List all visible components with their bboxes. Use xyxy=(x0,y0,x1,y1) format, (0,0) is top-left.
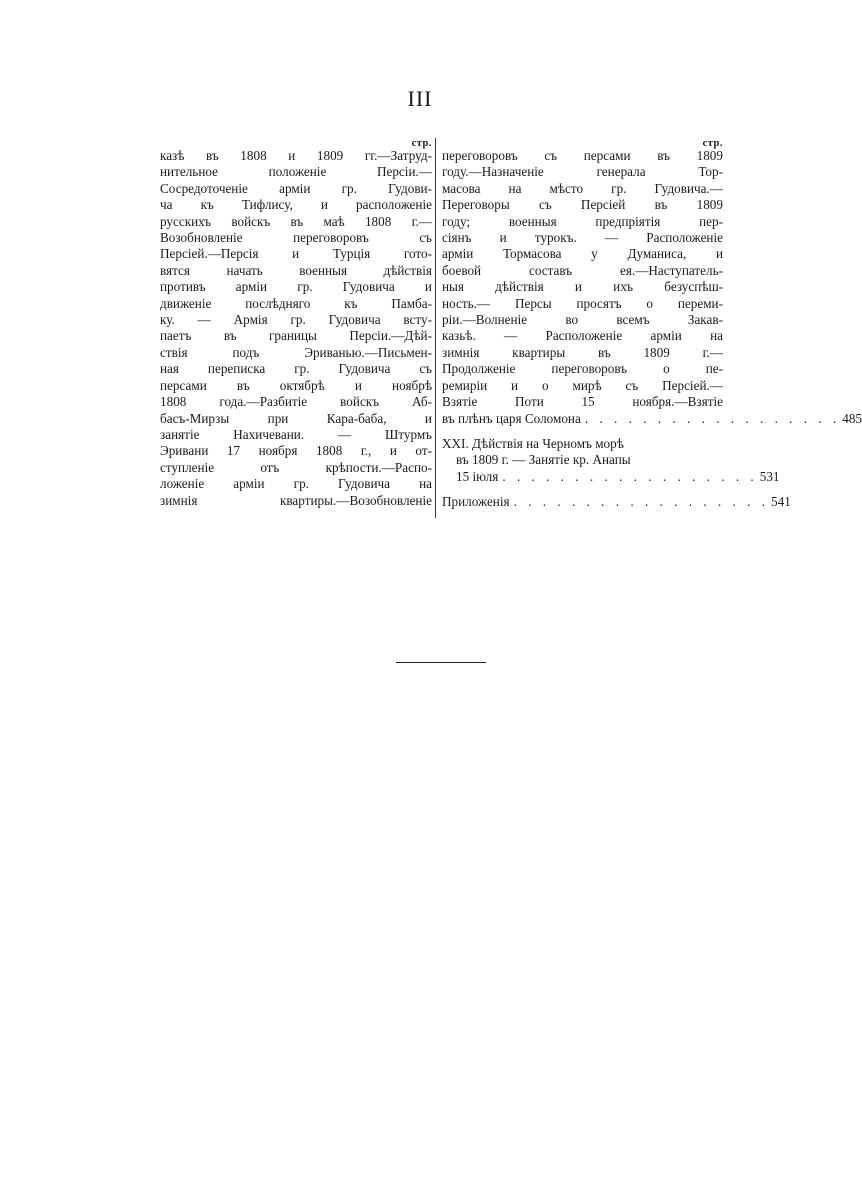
text-line: боевой составъ ея.—Наступатель- xyxy=(442,262,723,278)
toc-right-column xyxy=(442,138,862,511)
text-line: ложеніе арміи гр. Гудовича на xyxy=(160,476,432,492)
toc-entry-chapter-xxi xyxy=(442,435,780,485)
text-line: ная переписка гр. Гудовича съ xyxy=(160,361,432,377)
text-line: ку. — Армія гр. Гудовича всту- xyxy=(160,312,432,328)
text-line: 1808 года.—Разбитіе войскъ Аб- xyxy=(160,394,432,410)
page-number: III xyxy=(407,86,433,111)
text-line: казьѣ. — Расположеніе арміи на xyxy=(442,328,723,344)
text-line: зимнія квартиры.—Возобновленіе xyxy=(160,492,432,508)
text-line: зимнія квартиры въ 1809 г.— xyxy=(442,344,723,360)
text-line: персами въ октябрѣ и ноябрѣ xyxy=(160,377,432,393)
left-text-block xyxy=(160,148,432,509)
entry-page: 485 xyxy=(842,410,862,426)
text-line: сіянъ и турокъ. — Расположеніе xyxy=(442,230,723,246)
leader-dots: . . . . . . . . . . . . . . . . . . xyxy=(513,494,769,510)
text-line: ступленіе отъ крѣпости.—Распо- xyxy=(160,459,432,475)
text-line: русскихъ войскъ въ маѣ 1808 г.— xyxy=(160,213,432,229)
toc-entry-appendix xyxy=(442,494,791,510)
right-text-block xyxy=(442,148,723,394)
page-column-header: стр. xyxy=(702,138,723,149)
text-line: противъ арміи гр. Гудовича и xyxy=(160,279,432,295)
toc-left-column xyxy=(160,138,432,509)
text-line: Персіей.—Персія и Турція гото- xyxy=(160,246,432,262)
entry-title-line: въ 1809 г. — Занятіе кр. Анапы xyxy=(456,452,631,468)
column-divider xyxy=(435,138,436,518)
entry-last-line xyxy=(442,494,791,510)
text-line: Сосредоточеніе арміи гр. Гудови- xyxy=(160,180,432,196)
text-line: Переговоры съ Персіей въ 1809 xyxy=(442,197,723,213)
text-line: Эривани 17 ноября 1808 г., и от- xyxy=(160,443,432,459)
entry-title-line: XXI. Дѣйствія на Черномъ морѣ xyxy=(442,435,624,451)
text-line: нительное положеніе Персіи.— xyxy=(160,164,432,180)
text-line: ствія подъ Эриванью.—Письмен- xyxy=(160,344,432,360)
text-line: казѣ въ 1808 и 1809 гг.—Затруд- xyxy=(160,148,432,163)
text-line: Продолженіе переговоровъ о пе- xyxy=(442,361,723,377)
text-line: ріи.—Волненіе во всемъ Закав- xyxy=(442,312,723,328)
text-line: году; военныя предпріятія пер- xyxy=(442,213,723,229)
text-line: ча къ Тифлису, и расположеніе xyxy=(160,197,432,213)
end-rule xyxy=(396,662,486,663)
leader-dots: . . . . . . . . . . . . . . . . . . xyxy=(502,468,758,484)
text-line: вятся начать военныя дѣйствія xyxy=(160,262,432,278)
entry-text: въ плѣнъ царя Соломона xyxy=(442,410,581,426)
text-line: ныя дѣйствія и ихъ безуспѣш- xyxy=(442,279,723,295)
text-line: движеніе послѣдняго къ Памба- xyxy=(160,295,432,311)
text-line: арміи Тормасова у Думаниса, и xyxy=(442,246,723,262)
entry-page: 531 xyxy=(759,468,780,484)
text-line: басъ-Мирзы при Кара-баба, и xyxy=(160,410,432,426)
text-line: переговоровъ съ персами въ 1809 xyxy=(442,148,723,163)
leader-dots: . . . . . . . . . . . . . . . . . . xyxy=(584,410,841,426)
text-line: ность.— Персы просятъ о переми- xyxy=(442,295,723,311)
text-line: Взятіе Поти 15 ноября.—Взятіе xyxy=(442,394,723,410)
text-line: Возобновленіе переговоровъ съ xyxy=(160,230,432,246)
entry-text: 15 іюля xyxy=(456,468,499,484)
page-column-header: стр. xyxy=(411,138,432,149)
text-line: масова на мѣсто гр. Гудовича.— xyxy=(442,180,723,196)
text-line: году.—Назначеніе генерала Тор- xyxy=(442,164,723,180)
text-line: паетъ въ границы Персіи.—Дѣй- xyxy=(160,328,432,344)
text-line: ремиріи и о мирѣ съ Персіей.— xyxy=(442,377,723,393)
entry-page: 541 xyxy=(771,494,791,510)
text-line: занятіе Нахичевани. — Штурмъ xyxy=(160,426,432,442)
entry-text: Приложенія xyxy=(442,494,510,510)
toc-entry-final xyxy=(442,410,862,427)
entry-last-line xyxy=(442,468,780,485)
